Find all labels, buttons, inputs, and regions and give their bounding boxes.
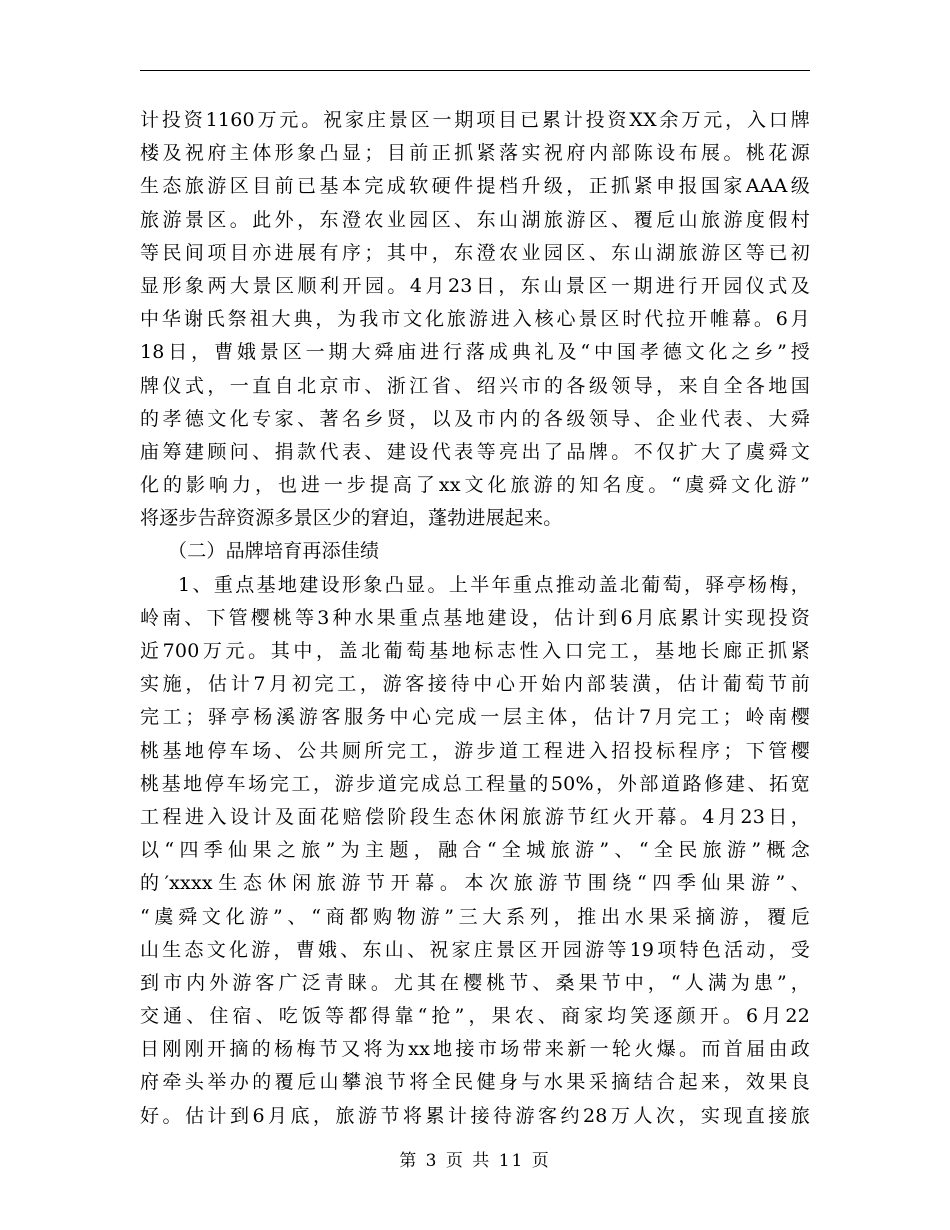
page-number-footer: 第 3 页 共 11 页 xyxy=(399,1151,551,1171)
section-heading: （二）品牌培育再添佳绩 xyxy=(168,540,380,563)
text-line: 岭南、下管樱桃等3种水果重点基地建设，估计到6月底累计实现投资 xyxy=(140,606,810,629)
text-line: 18日，曹娥景区一期大舜庙进行落成典礼及“中国孝德文化之乡”授 xyxy=(140,341,810,364)
text-line: 桃基地停车场完工，游步道完成总工程量的50%，外部道路修建、拓宽 xyxy=(140,772,810,795)
text-line: 工程进入设计及面花赔偿阶段生态休闲旅游节红火开幕。4月23日， xyxy=(140,805,810,828)
text-line: 庙筹建顾问、捐款代表、建设代表等亮出了品牌。不仅扩大了虞舜文 xyxy=(140,440,810,463)
text-line: 计投资1160万元。祝家庄景区一期项目已累计投资XX余万元，入口牌 xyxy=(140,109,810,131)
text-line: 交通、住宿、吃饭等都得靠“抢”，果农、商家均笑逐颜开。6月22 xyxy=(140,1005,810,1028)
text-line: 府牵头举办的覆卮山攀浪节将全民健身与水果采摘结合起来，效果良 xyxy=(140,1071,810,1094)
text-line: 桃基地停车场、公共厕所完工，游步道工程进入招投标程序；下管樱 xyxy=(140,739,810,762)
text-line: 显形象两大景区顺利开园。4月23日，东山景区一期进行开园仪式及 xyxy=(140,274,810,297)
text-line: 牌仪式，一直自北京市、浙江省、绍兴市的各级领导，来自全各地国 xyxy=(140,374,810,397)
text-line: 化的影响力，也进一步提高了xx文化旅游的知名度。“虞舜文化游” xyxy=(140,474,810,497)
text-line: 1、重点基地建设形象凸显。上半年重点推动盖北葡萄，驿亭杨梅， xyxy=(178,573,810,596)
text-line: 好。估计到6月底，旅游节将累计接待游客约28万人次，实现直接旅 xyxy=(140,1104,810,1127)
text-line: 的′xxxx生态休闲旅游节开幕。本次旅游节围绕“四季仙果游”、 xyxy=(140,872,810,895)
text-line: 旅游景区。此外，东澄农业园区、东山湖旅游区、覆卮山旅游度假村 xyxy=(140,208,810,231)
text-line: 中华谢氏祭祖大典，为我市文化旅游进入核心景区时代拉开帷幕。6月 xyxy=(140,308,810,331)
text-line: 近700万元。其中，盖北葡萄基地标志性入口完工，基地长廊正抓紧 xyxy=(140,640,810,662)
text-line: 将逐步告辞资源多景区少的窘迫，蓬勃进展起来。 xyxy=(140,507,563,530)
text-line: 的孝德文化专家、著名乡贤，以及市内的各级领导、企业代表、大舜 xyxy=(140,407,810,430)
document-body xyxy=(140,104,810,1133)
text-line: 生态旅游区目前已基本完成软硬件提档升级，正抓紧申报国家AAA级 xyxy=(140,175,810,198)
text-line: 山生态文化游，曹娥、东山、祝家庄景区开园游等19项特色活动，受 xyxy=(140,938,810,961)
text-line: 等民间项目亦进展有序；其中，东澄农业园区、东山湖旅游区等已初 xyxy=(140,241,810,264)
text-line: 以“四季仙果之旅”为主题，融合“全城旅游”、“全民旅游”概念 xyxy=(140,839,810,862)
text-line: 日刚刚开摘的杨梅节又将为xx地接市场带来新一轮火爆。而首届由政 xyxy=(140,1038,810,1061)
text-line: 完工；驿亭杨溪游客服务中心完成一层主体，估计7月完工；岭南樱 xyxy=(140,706,810,729)
text-line: 实施，估计7月初完工，游客接待中心开始内部装潢，估计葡萄节前 xyxy=(140,673,810,696)
text-line: “虞舜文化游”、“商都购物游”三大系列，推出水果采摘游，覆卮 xyxy=(140,905,810,928)
header-rule xyxy=(140,70,810,71)
text-line: 楼及祝府主体形象凸显；目前正抓紧落实祝府内部陈设布展。桃花源 xyxy=(140,142,810,165)
text-line: 到市内外游客广泛青睐。尤其在樱桃节、桑果节中，“人满为患”， xyxy=(140,971,810,994)
